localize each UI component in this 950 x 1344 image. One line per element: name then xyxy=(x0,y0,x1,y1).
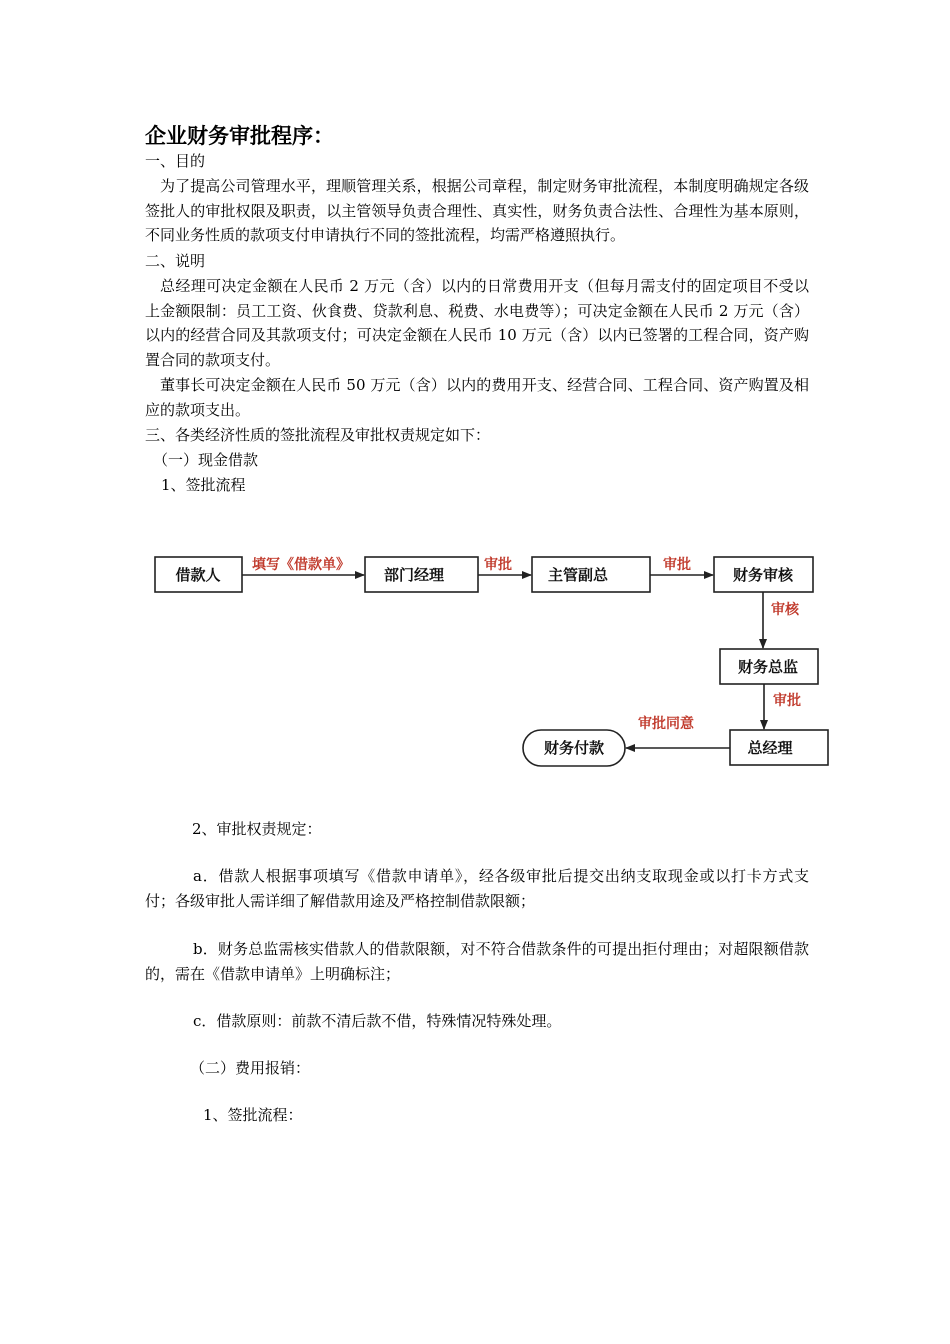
flow-node-dept-manager xyxy=(365,557,478,592)
section-heading-purpose: 一、目的 xyxy=(145,152,206,170)
flow-edge-approve-1-label: 审批 xyxy=(484,557,512,573)
flow-node-gm-label: 总经理 xyxy=(747,739,793,757)
flow-edge-review-label: 审核 xyxy=(771,602,799,618)
item-expense-approval-flow: 1、签批流程： xyxy=(203,1106,303,1124)
chairman-authority-paragraph: 董事长可决定金额在人民币 50 万元（含）以内的费用开支、经营合同、工程合同、资产购置及相应的款项支出。 xyxy=(145,376,809,419)
flow-node-gm xyxy=(730,730,828,765)
section-heading-procedures: 三、各类经济性质的签批流程及审批权责规定如下： xyxy=(145,426,491,444)
flow-node-borrower-label: 借款人 xyxy=(175,566,221,584)
purpose-paragraph: 为了提高公司管理水平，理顺管理关系，根据公司章程，制定财务审批流程，本制度明确规定各级签批人的审批权限及职责，以主管领导负责合理性、真实性，财务负责合法性、合理性为基本原则，不同业务性质的款项支付申请执行不同的签批流程，均需严格遵照执行。 xyxy=(145,177,809,245)
flow-node-vp-label: 主管副总 xyxy=(547,566,609,584)
flow-node-vp xyxy=(532,557,650,592)
document-title: 企业财务审批程序： xyxy=(145,124,334,148)
section-heading-explanation: 二、说明 xyxy=(145,252,206,270)
flow-node-payment xyxy=(523,730,625,766)
subsection-cash-loan: （一）现金借款 xyxy=(153,451,259,469)
flow-edge-approved-label: 审批同意 xyxy=(638,716,694,732)
flow-node-cfo-label: 财务总监 xyxy=(737,658,799,676)
rule-a: a．借款人根据事项填写《借款申请单》，经各级审批后提交出纳支取现金或以打卡方式支付；各级审批人需详细了解借款用途及严格控制借款限额； xyxy=(145,867,809,910)
flow-node-payment-label: 财务付款 xyxy=(543,739,605,757)
flow-edge-fill-form-label: 填写《借款单》 xyxy=(252,557,350,573)
flow-node-borrower xyxy=(155,557,242,592)
item-approval-flow: 1、签批流程 xyxy=(161,476,246,494)
gm-authority-paragraph: 总经理可决定金额在人民币 2 万元（含）以内的日常费用开支（但每月需支付的固定项目不受以上金额限制：员工工资、伙食费、贷款利息、税费、水电费等）；可决定金额在人民币 2 万元（含）以内的经营合同及其款项支付；可决定金额在人民币 10 万元（含）以内已签署的工程合同，资产购置合同的款项支付。 xyxy=(145,277,809,370)
subsection-expense-reimbursement: （二）费用报销： xyxy=(190,1059,311,1077)
flow-edge-approve-3-label: 审批 xyxy=(773,693,801,709)
rules-heading: 2、审批权责规定： xyxy=(192,820,322,838)
rule-b: b．财务总监需核实借款人的借款限额，对不符合借款条件的可提出拒付理由；对超限额借款的，需在《借款申请单》上明确标注； xyxy=(145,940,809,983)
flow-node-dept-manager-label: 部门经理 xyxy=(383,566,445,584)
flow-node-cfo xyxy=(720,649,818,684)
flow-node-finance-review xyxy=(714,557,813,592)
flow-edge-approve-2-label: 审批 xyxy=(663,557,691,573)
rule-c: c．借款原则：前款不清后款不借，特殊情况特殊处理。 xyxy=(193,1012,562,1030)
flow-node-finance-review-label: 财务审核 xyxy=(732,566,794,584)
